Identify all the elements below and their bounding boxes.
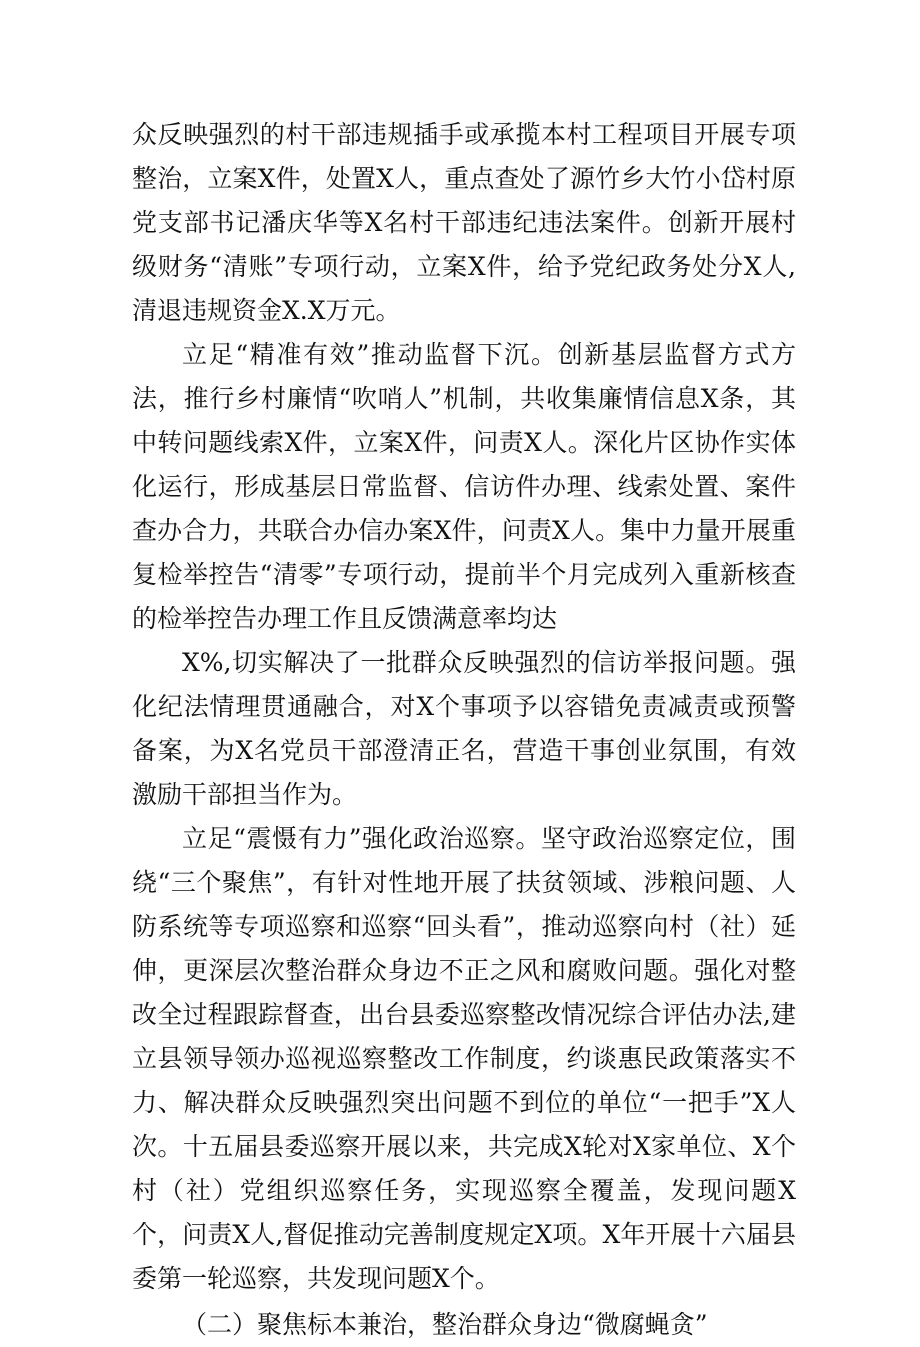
paragraph-3: X%,切实解决了一批群众反映强烈的信访举报问题。强化纪法情理贯通融合，对X个事项予以容错免责减责或预警备案，为X名党员干部澄清正名，营造干事创业氛围，有效激励干部担当作为。	[132, 648, 796, 809]
paragraph-4: 立足“震慑有力”强化政治巡察。坚守政治巡察定位，围绕“三个聚焦”，有针对性地开展了扶贫领域、涉粮问题、人防系统等专项巡察和巡察“回头看”，推动巡察向村（社）延伸，更深层次整治群众身边不正之风和腐败问题。强化对整改全过程跟踪督查，出台县委巡察整改情况综合评估办法,建立县领导领办巡视巡察整改工作制度，约谈惠民政策落实不力、解决群众反映强烈突出问题不到位的单位“一把手”X人次。十五届县委巡察开展以来，共完成X轮对X家单位、X个村（社）党组织巡察任务，实现巡察全覆盖，发现问题X个，问责X人,督促推动完善制度规定X项。X年开展十六届县委第一轮巡察，共发现问题X个。	[132, 824, 796, 1293]
paragraph-1: 众反映强烈的村干部违规插手或承揽本村工程项目开展专项整治，立案X件，处置X人，重点查处了源竹乡大竹小岱村原党支部书记潘庆华等X名村干部违纪违法案件。创新开展村级财务“清账”专项行动，立案X件，给予党纪政务处分X人,清退违规资金X.X万元。	[132, 120, 796, 325]
document-body	[132, 113, 796, 1347]
paragraph-2: 立足“精准有效”推动监督下沉。创新基层监督方式方法，推行乡村廉情“吹哨人”机制，共收集廉情信息X条，其中转问题线索X件，立案X件，问责X人。深化片区协作实体化运行，形成基层日常监督、信访件办理、线索处置、案件查办合力，共联合办信办案X件，问责X人。集中力量开展重复检举控告“清零”专项行动，提前半个月完成列入重新核查的检举控告办理工作且反馈满意率均达	[132, 340, 796, 633]
section-heading: （二）聚焦标本兼治，整治群众身边“微腐蝇贪”	[182, 1310, 708, 1339]
